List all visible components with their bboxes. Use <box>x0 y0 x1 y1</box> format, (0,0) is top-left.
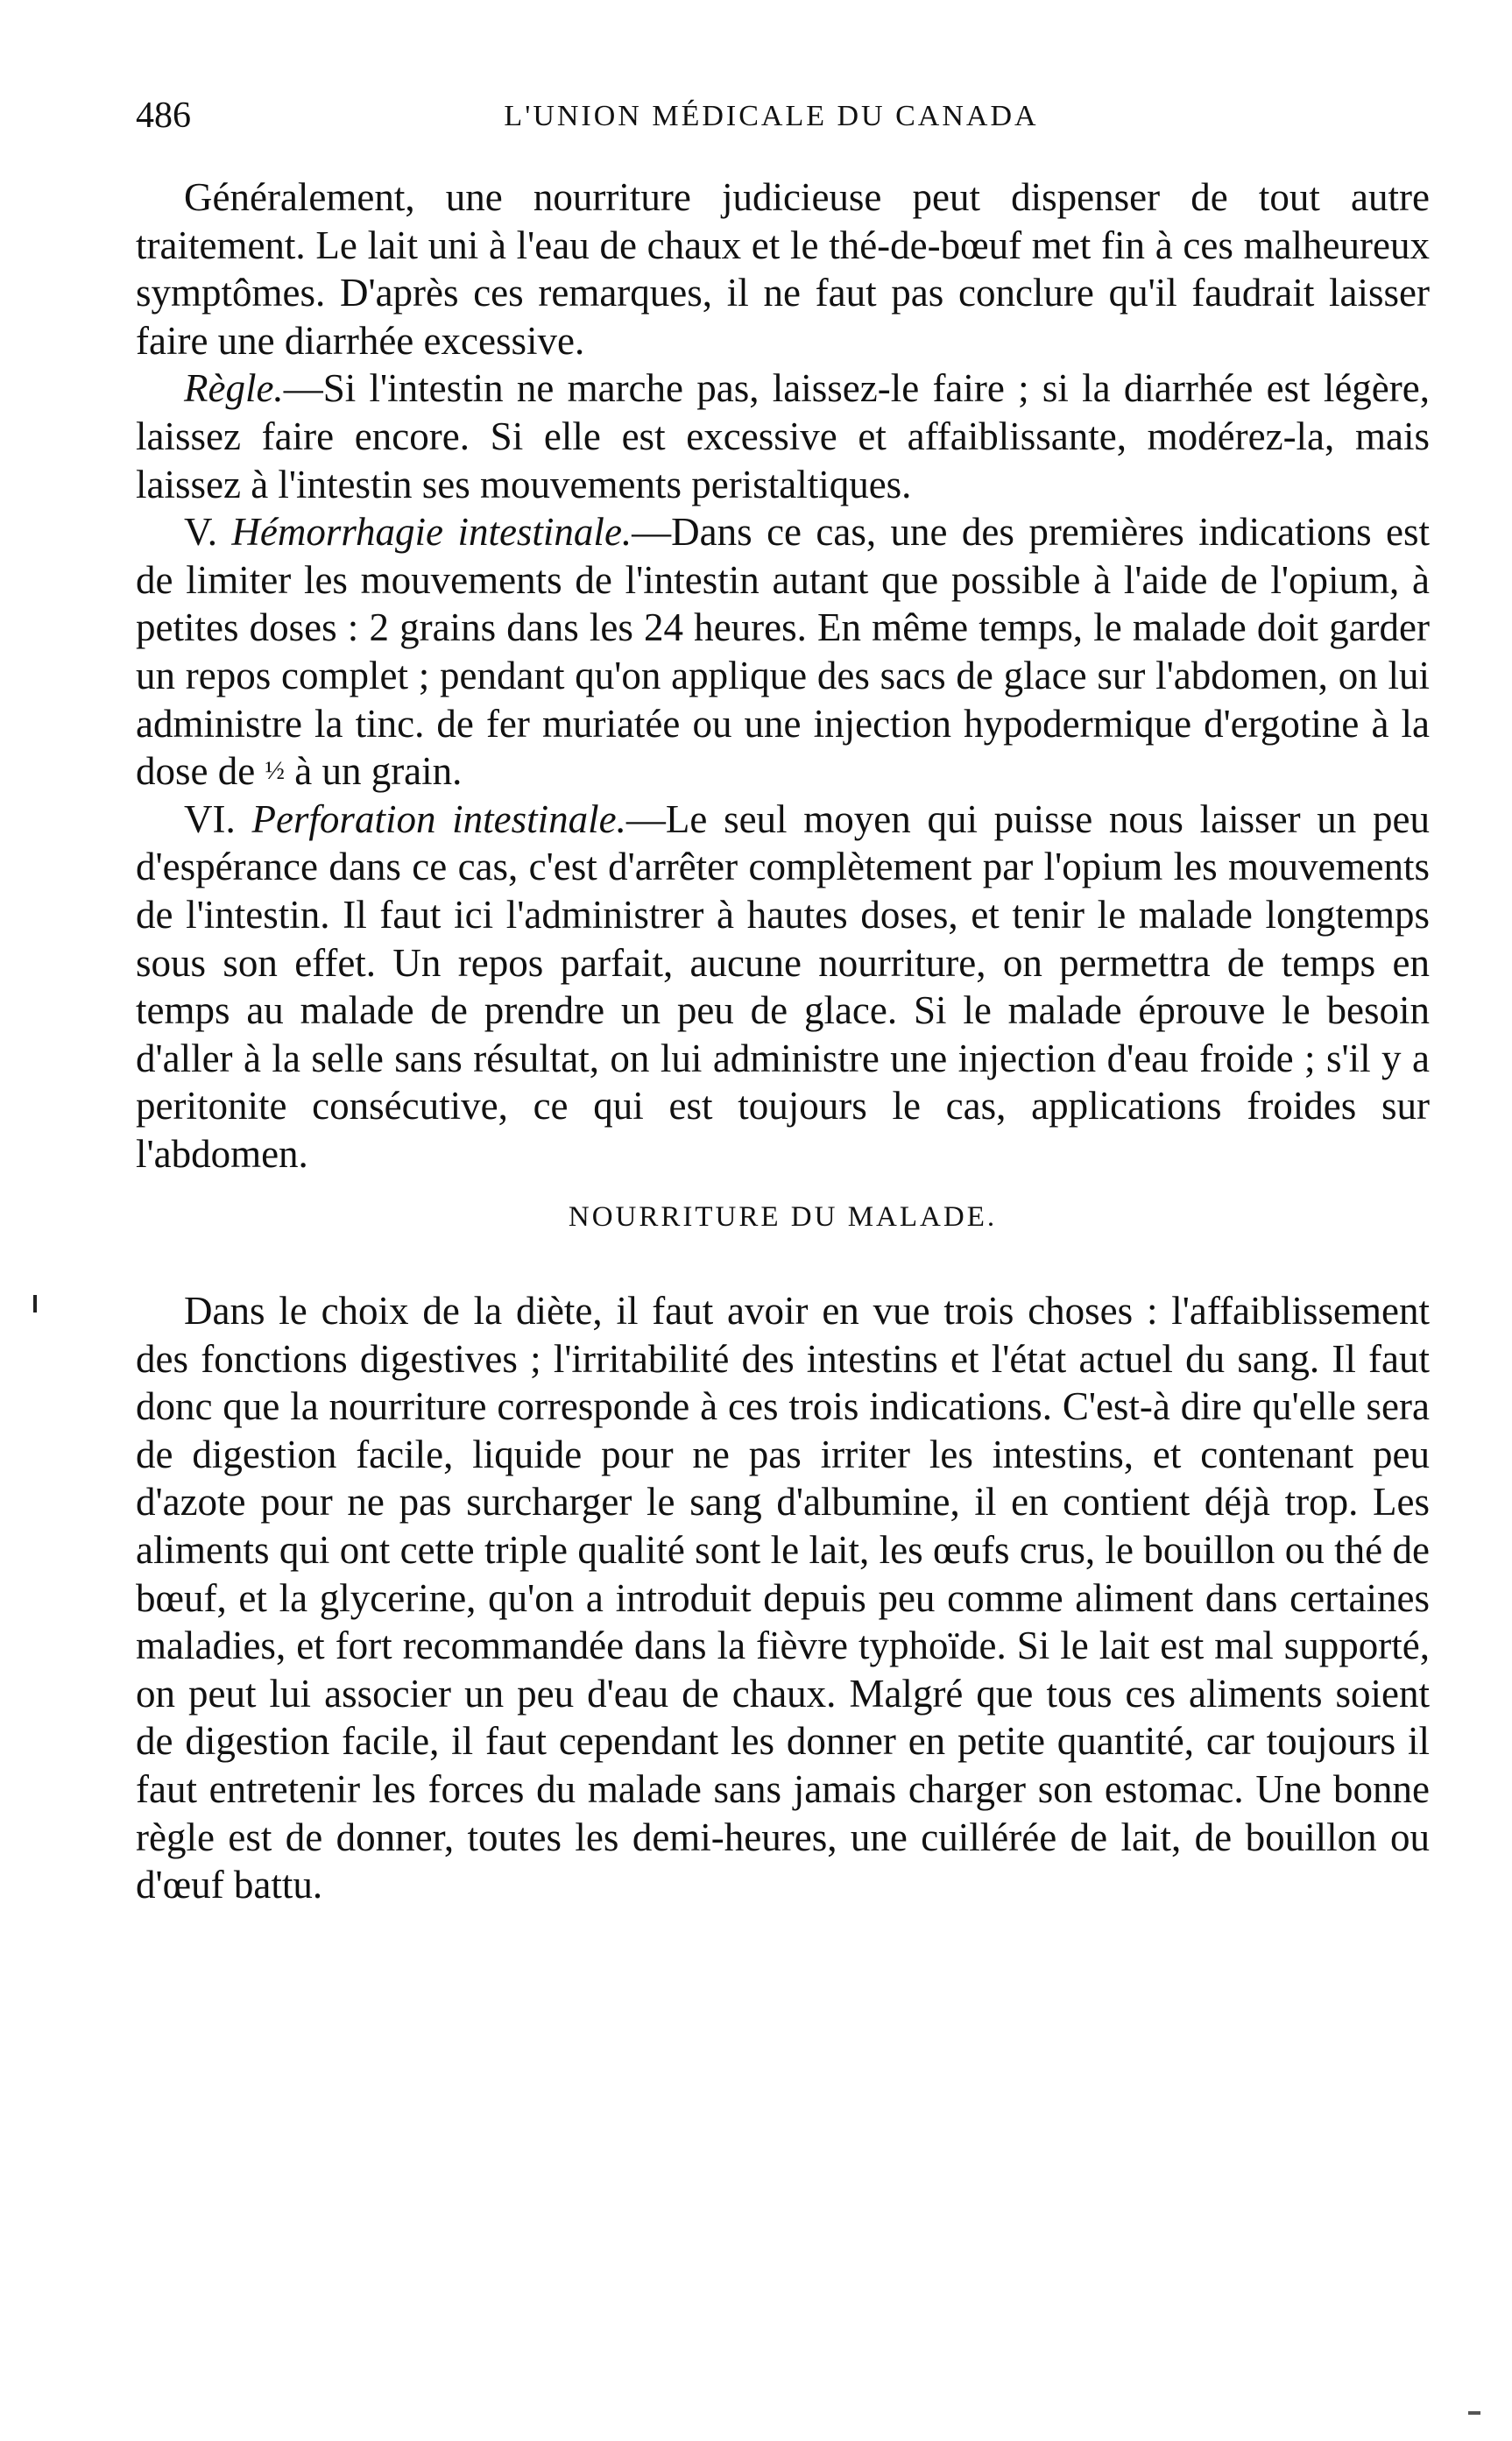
margin-mark <box>33 1295 37 1312</box>
page-number: 486 <box>136 96 191 136</box>
regle-text: —Si l'intestin ne marche pas, laissez-le faire ; si la diarrhée est légère, laissez faire encore. Si elle est excessive et affaiblissante, modérez-la, mais laissez à l'intestin ses mouvements peristaltiques. <box>136 366 1430 506</box>
paragraph-perforation <box>136 796 1430 1178</box>
paragraph-diet-intro: Généralement, une nourriture judicieuse peut dispenser de tout autre traitement. Le lait uni à l'eau de chaux et le thé-de-bœuf met fin à ces malheureux symptômes. D'après ces remarques, il ne faut pas conclure qu'il faudrait laisser faire une diarrhée excessive. <box>136 175 1430 363</box>
perforation-text: —Le seul moyen qui puisse nous laisser un peu d'espérance dans ce cas, c'est d'arrêter complètement par l'opium les mouvements de l'intestin. Il faut ici l'administrer à hautes doses, et tenir le malade longtemps sous son effet. Un repos parfait, aucune nourriture, on permettra de temps en temps au malade de prendre un peu de glace. Si le malade éprouve le besoin d'aller à la selle sans résultat, on lui administre une injection d'eau froide ; s'il y a peritonite consécutive, ce qui est toujours le cas, applications froides sur l'abdomen. <box>136 796 1431 1176</box>
fraction-half: ½ <box>265 756 285 786</box>
body-text <box>136 173 1430 1909</box>
corner-mark <box>1468 2411 1480 2415</box>
regle-label: Règle. <box>184 366 284 411</box>
section-heading: NOURRITURE DU MALADE. <box>568 1201 998 1234</box>
hemorrhagie-text-end: à un grain. <box>294 749 463 794</box>
paragraph-diete: Dans le choix de la diète, il faut avoir en vue trois choses : l'affaiblissement des fonctions digestives ; l'irritabilité des intestins et l'état actuel du sang. Il faut donc que la nourriture corresponde à ces trois indications. C'est-à dire qu'elle sera de digestion facile, liquide pour ne pas irriter les intestins, et contenant peu d'azote pour ne pas surcharger le sang d'albumine, il en contient déjà trop. Les aliments qui ont cette triple qualité sont le lait, les œufs crus, le bouillon ou thé de bœuf, et la glycerine, qu'on a introduit depuis peu comme aliment dans certaines maladies, et fort recommandée dans la fièvre typhoïde. Si le lait est mal supporté, on peut lui associer un peu d'eau de chaux. Malgré que tous ces aliments soient de digestion facile, il faut cependant les donner en petite quantité, car toujours il faut entretenir les forces du malade sans jamais charger son estomac. Une bonne règle est de donner, toutes les demi-heures, une cuillérée de lait, de bouillon ou d'œuf battu. <box>136 1289 1430 1907</box>
running-title: L'UNION MÉDICALE DU CANADA <box>504 100 1039 132</box>
page-header <box>136 95 1407 147</box>
section-number-v: V. <box>184 510 217 555</box>
section-number-vi: VI. <box>184 796 236 841</box>
paragraph-hemorrhagie <box>136 508 1430 796</box>
section-title-hemorrhagie: Hémorrhagie intestinale. <box>231 510 632 555</box>
paragraph-regle <box>136 364 1430 508</box>
section-title-perforation: Perforation intestinale. <box>251 796 626 841</box>
hemorrhagie-text: —Dans ce cas, une des premières indications est de limiter les mouvements de l'intestin autant que possible à l'aide de l'opium, à petites doses : 2 grains dans les 24 heures. En même temps, le malade doit garder un repos complet ; pendant qu'on applique des sacs de glace sur l'abdomen, on lui administre la tinc. de fer muriatée ou une injection hypodermique d'ergotine à la dose de <box>136 510 1430 794</box>
